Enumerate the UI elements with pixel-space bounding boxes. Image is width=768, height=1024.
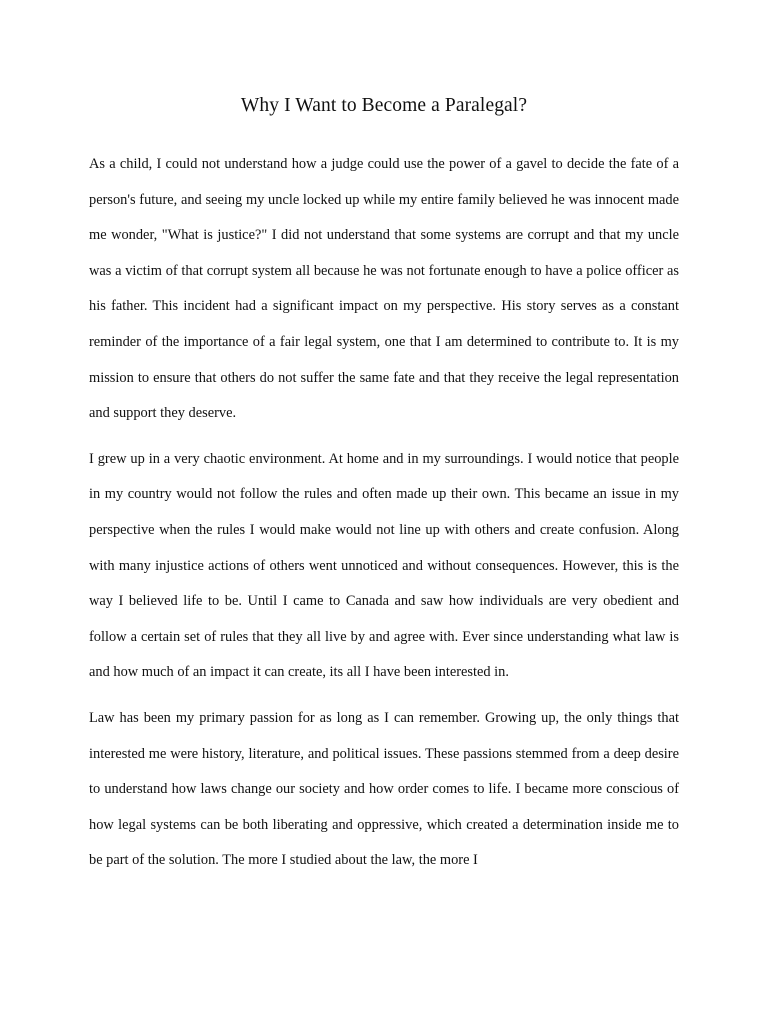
paragraph-2: I grew up in a very chaotic environment. At home and in my surroundings. I would notice that people in my country would not follow the rules and often made up their own. This became an issue in my perspective when the rules I would make would not line up with others and create confusion. Along with many injustice actions of others went unnoticed and without consequences. However, this is the way I believed life to be. Until I came to Canada and saw how individuals are very obedient and follow a certain set of rules that they all live by and agree with. Ever since understanding what law is and how much of an impact it can create, its all I have been interested in.: [89, 450, 679, 681]
document-title: Why I Want to Become a Paralegal?: [240, 95, 528, 116]
paragraph-3: Law has been my primary passion for as long as I can remember. Growing up, the only things that interested me were history, literature, and political issues. These passions stemmed from a deep desire to understand how laws change our society and how order comes to life. I became more conscious of how legal systems can be both liberating and oppressive, which created a determination inside me to be part of the solution. The more I studied about the law, the more I: [89, 709, 679, 869]
paragraph-1: As a child, I could not understand how a judge could use the power of a gavel to decide the fate of a person's future, and seeing my uncle locked up while my entire family believed he was innocent made me wonder, "What is justice?" I did not understand that some systems are corrupt and that my uncle was a victim of that corrupt system all because he was not fortunate enough to have a police officer as his father. This incident had a significant impact on my perspective. His story serves as a constant reminder of the importance of a fair legal system, one that I am determined to contribute to. It is my mission to ensure that others do not suffer the same fate and that they receive the legal representation and support they deserve.: [89, 156, 679, 422]
